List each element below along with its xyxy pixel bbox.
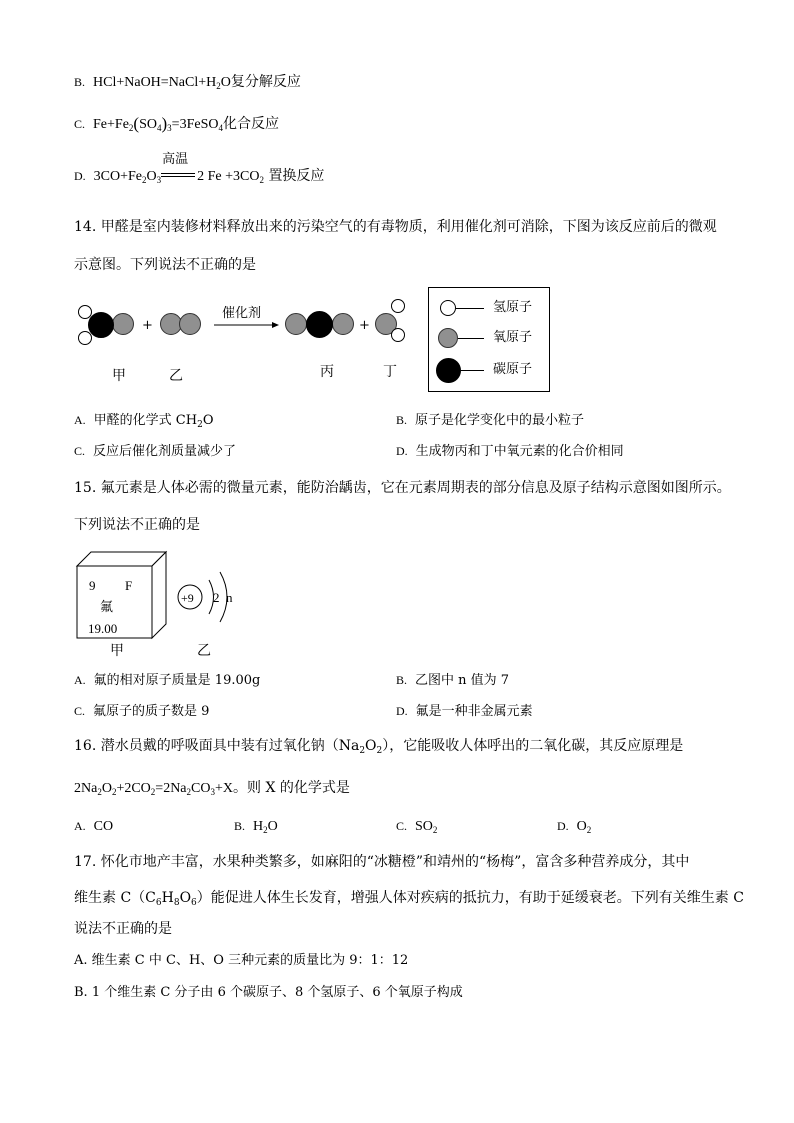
- option-text: O: [202, 413, 214, 428]
- subscript: 2: [150, 787, 156, 797]
- subscript: 3: [210, 787, 215, 797]
- option-label: B.: [74, 75, 86, 89]
- option-text: 甲醛的化学式 CH: [93, 413, 198, 428]
- label-ding: 丁: [383, 364, 397, 380]
- label-yi: 乙: [197, 643, 211, 659]
- formula-part: 2 Fe +3CO: [197, 169, 260, 184]
- element-name: 氟: [100, 600, 114, 615]
- stem-text: H: [161, 890, 174, 906]
- subscript: 2: [111, 787, 117, 797]
- q15-stem-line2: 下列说法不正确的是: [74, 517, 200, 533]
- option-label: D.: [557, 819, 569, 833]
- reaction-type: 复分解反应: [230, 74, 301, 90]
- subscript: 8: [173, 898, 180, 908]
- hydrogen-atom: [391, 328, 405, 342]
- stem-text: O: [365, 738, 377, 754]
- subscript: 2: [259, 175, 264, 185]
- formula-part: =3FeSO: [171, 117, 219, 132]
- q16-option-b: [234, 816, 278, 837]
- q15-option-a: [74, 670, 260, 691]
- option-text: 反应后催化剂质量减少了: [93, 444, 237, 459]
- subscript: 3: [156, 175, 162, 185]
- formula-part: 2Na: [74, 781, 98, 796]
- formula-part: =2Na: [155, 781, 187, 796]
- q14-option-d: [396, 441, 624, 462]
- shell-1-electrons: 2: [213, 590, 220, 605]
- subscript: 2: [142, 175, 147, 185]
- reaction-condition: 高温: [162, 151, 189, 167]
- label-jia: 甲: [110, 643, 124, 659]
- stem-text: ），它能吸收人体呼出的二氧化碳，其反应原理是: [382, 738, 684, 754]
- plus-sign: +: [142, 318, 153, 333]
- q16-option-c: [396, 816, 437, 837]
- oxygen-atom: [438, 328, 458, 348]
- hydrogen-atom: [391, 299, 405, 313]
- q13-option-c: C. $Fe+Fe_2(SO_4)_3=3FeSO_4$化合反应: [74, 114, 279, 133]
- subscript: 2: [359, 746, 366, 756]
- subscript: 2: [263, 825, 268, 835]
- shell-2-electrons: n: [226, 590, 233, 605]
- q17-option-a: A. 维生素 C 中 C、H、O 三种元素的质量比为 9：1：12: [74, 953, 409, 968]
- option-label: A.: [74, 673, 86, 687]
- carbon-atom: [436, 358, 461, 383]
- subscript: 4: [157, 123, 162, 133]
- reaction-arrow: [214, 320, 280, 330]
- subscript: 3: [167, 123, 172, 133]
- formula-part: CO: [191, 781, 211, 796]
- q14-stem-line2: 示意图。下列说法不正确的是: [74, 257, 256, 273]
- option-label: D.: [396, 704, 408, 718]
- q14-stem-line1: 14. 甲醛是室内装修材料释放出来的污染空气的有毒物质，利用催化剂可消除，下图为该反应前后的微观: [74, 219, 717, 235]
- q16-stem: [74, 736, 683, 756]
- legend-carbon: 碳原子: [493, 362, 533, 377]
- label-yi: 乙: [169, 368, 183, 384]
- q13-option-d: [74, 151, 325, 187]
- carbon-atom: [306, 311, 333, 338]
- option-label: B.: [396, 673, 408, 687]
- atom-legend: [428, 287, 550, 392]
- option-text: O: [267, 819, 278, 834]
- formula-part: +2CO: [116, 781, 151, 796]
- option-label: D.: [74, 169, 86, 183]
- oxygen-atom: [179, 313, 201, 335]
- oxygen-atom: [332, 313, 354, 335]
- q17-stem-line2: [74, 888, 744, 908]
- q15-option-c: [74, 701, 209, 722]
- subscript: 2: [432, 825, 438, 835]
- q17-option-b: B. 1 个维生素 C 分子由 6 个碳原子、8 个氢原子、6 个氧原子构成: [74, 985, 463, 1000]
- subscript: 2: [97, 787, 102, 797]
- option-text: 生成物丙和丁中氧元素的化合价相同: [415, 444, 624, 459]
- option-text: O: [576, 819, 587, 834]
- option-text: SO: [415, 819, 433, 834]
- reaction-type: 化合反应: [222, 116, 279, 132]
- condition-arrow: [161, 151, 197, 184]
- catalyst-label: 催化剂: [222, 306, 262, 321]
- plus-sign: +: [359, 318, 370, 333]
- q16-option-a: [74, 816, 113, 837]
- atomic-mass: 19.00: [88, 621, 118, 636]
- formula-part: +X: [214, 781, 233, 796]
- hydrogen-atom: [440, 300, 456, 316]
- option-label: D.: [396, 444, 408, 458]
- option-text: H: [253, 819, 264, 834]
- formula-part: HCl+NaOH=NaCl+H: [93, 75, 217, 90]
- formula-part: 3CO+Fe: [93, 169, 143, 184]
- atomic-number: 9: [89, 578, 96, 593]
- option-label: C.: [74, 704, 86, 718]
- oxygen-atom: [112, 313, 134, 335]
- subscript: 6: [155, 898, 162, 908]
- q14-option-c: [74, 441, 236, 462]
- legend-hydrogen: 氢原子: [493, 300, 533, 315]
- option-text: 乙图中 n 值为 7: [415, 673, 510, 688]
- q14-option-b: [396, 410, 584, 431]
- subscript: 2: [216, 81, 221, 91]
- element-symbol: F: [125, 578, 133, 593]
- subscript: 6: [191, 898, 197, 908]
- option-label: A.: [74, 413, 86, 427]
- subscript: 2: [128, 123, 134, 133]
- option-label: C.: [74, 117, 86, 131]
- q13-option-b: [74, 72, 301, 93]
- option-label: C.: [74, 444, 86, 458]
- option-text: CO: [93, 819, 114, 834]
- formula-part: O: [146, 169, 157, 184]
- stem-text: ）能促进人体生长发育，增强人体对疾病的抵抗力，有助于延缓衰老。下列有关维生素 C: [196, 890, 744, 906]
- legend-oxygen: 氧原子: [493, 330, 533, 345]
- stem-text: 维生素 C（C: [74, 890, 156, 906]
- subscript: 2: [197, 420, 203, 430]
- q15-stem-line1: 15. 氟元素是人体必需的微量元素，能防治龋齿，它在元素周期表的部分信息及原子结构示意图如图所示。: [74, 480, 731, 496]
- option-label: A.: [74, 819, 86, 833]
- option-text: 原子是化学变化中的最小粒子: [415, 413, 585, 428]
- stem-text: O: [179, 890, 192, 906]
- q15-option-d: [396, 701, 533, 722]
- formula-part: SO: [139, 117, 157, 132]
- option-text: 氟原子的质子数是 9: [93, 704, 210, 719]
- reaction-type: 置换反应: [268, 168, 325, 184]
- option-text: 氟的相对原子质量是 19.00g: [93, 673, 261, 688]
- carbon-atom: [88, 312, 114, 338]
- subscript: 2: [186, 787, 192, 797]
- subscript: 4: [218, 123, 223, 133]
- stem-text: 。则 X 的化学式是: [233, 780, 350, 796]
- formula-part: O: [220, 75, 231, 90]
- subscript: 2: [586, 825, 592, 835]
- q16-option-d: [557, 816, 591, 837]
- subscript: 2: [376, 746, 383, 756]
- label-jia: 甲: [112, 368, 126, 384]
- nucleus-charge: +9: [181, 591, 194, 605]
- oxygen-atom: [285, 313, 307, 335]
- option-text: 氟是一种非金属元素: [415, 704, 533, 719]
- q17-stem-line3: 说法不正确的是: [74, 921, 172, 937]
- q15-option-b: [396, 670, 509, 691]
- option-label: B.: [234, 819, 246, 833]
- q17-stem-line1: 17. 怀化市地产丰富，水果种类繁多，如麻阳的“冰糖橙”和靖州的“杨梅”，富含多种营养成分，其中: [74, 854, 690, 870]
- q16-equation: [74, 778, 350, 799]
- q14-option-a: [74, 410, 214, 431]
- label-bing: 丙: [320, 364, 334, 380]
- stem-text: 16. 潜水员戴的呼吸面具中装有过氧化钠（Na: [74, 738, 360, 754]
- formula-part: Fe+Fe: [93, 117, 129, 132]
- option-label: C.: [396, 819, 408, 833]
- formula-part: O: [101, 781, 112, 796]
- option-label: B.: [396, 413, 408, 427]
